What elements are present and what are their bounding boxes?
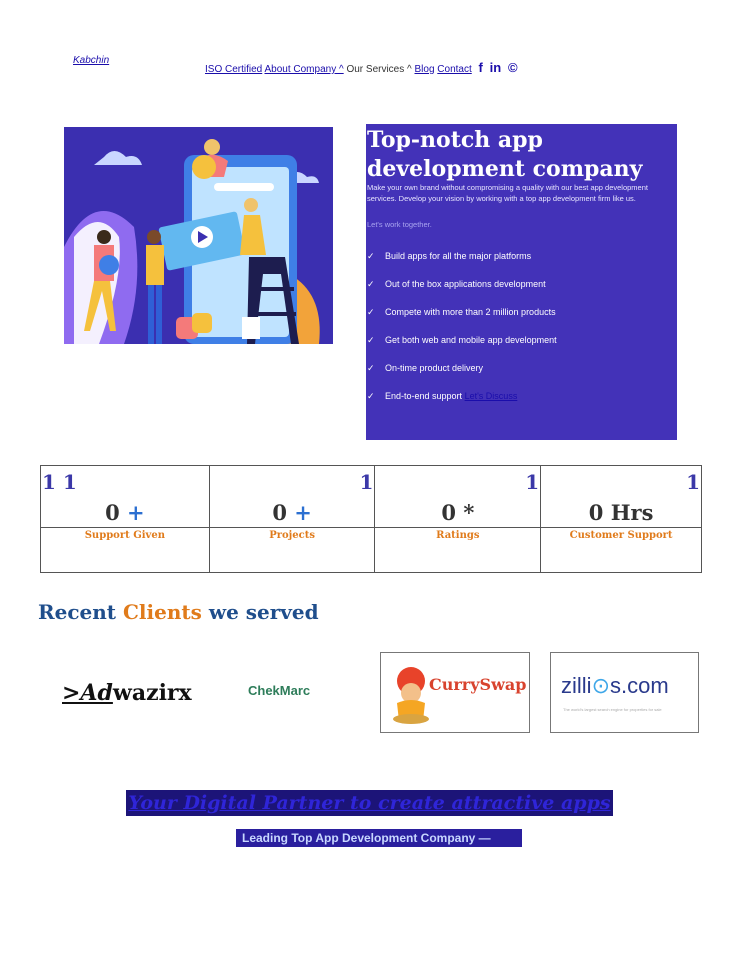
list-item: ✓ Build apps for all the major platforms <box>367 251 532 261</box>
list-item: ✓ End-to-end support Let's Discuss <box>367 391 518 401</box>
nav-blog[interactable]: Blog <box>414 64 435 75</box>
zillios-tagline: The world's largest search engine for properties for sale <box>563 707 662 712</box>
stat-label: Projects <box>269 530 315 541</box>
stat-value: 0 <box>272 500 287 525</box>
stats-table <box>40 465 702 573</box>
nav-iso-certified[interactable]: ISO Certified <box>205 64 263 75</box>
stat-suffix: + <box>127 500 145 525</box>
stat-customer-support <box>541 466 701 527</box>
feature-list <box>367 249 557 417</box>
list-item: ✓ Compete with more than 2 million products <box>367 307 556 317</box>
adwazirx-logo: >Adwazirx <box>62 680 192 706</box>
curryswap-logo <box>380 652 530 733</box>
linkedin-icon[interactable]: in <box>489 60 502 75</box>
nav-our-services[interactable]: Our Services ^ <box>346 64 412 75</box>
stat-corner: 1 <box>359 470 374 494</box>
hero-panel <box>366 124 677 440</box>
stat-corner: 1 <box>686 470 700 494</box>
zillios-logo: zilli⊙s.com The world's largest search engine for properties for sale <box>550 652 699 733</box>
list-item: ✓ On-time product delivery <box>367 363 484 373</box>
nav-contact[interactable]: Contact <box>437 64 472 75</box>
copyright-icon[interactable]: © <box>508 60 518 75</box>
stat-value: 0 <box>441 500 456 525</box>
stat-suffix: + <box>294 500 312 525</box>
stat-corner: 1 1 <box>42 470 77 494</box>
location-pin-icon: ⊙ <box>591 673 610 698</box>
top-nav <box>205 60 518 75</box>
nav-about-company[interactable]: About Company ^ <box>264 64 344 75</box>
check-icon: ✓ <box>367 363 375 373</box>
check-icon: ✓ <box>367 251 375 261</box>
check-icon: ✓ <box>367 307 375 317</box>
digital-partner-banner[interactable]: Your Digital Partner to create attractive apps <box>126 790 613 816</box>
stat-value: 0 <box>588 500 604 525</box>
zillios-text: zilli <box>561 673 592 698</box>
leading-company-banner: Leading Top App Development Company — <box>236 829 522 847</box>
stat-suffix: * <box>463 500 475 525</box>
chekmarc-logo: ChekMarc <box>248 683 311 698</box>
hero-description: Make your own brand without compromising a quality with our best app development services. Develop your vision by working with a top app development firm like us. <box>367 183 648 203</box>
lets-discuss-link[interactable]: Let's Discuss <box>464 391 518 401</box>
list-item: ✓ Get both web and mobile app development <box>367 335 557 345</box>
clients-heading: Recent Clients we served <box>38 600 319 624</box>
stat-value: 0 <box>105 500 120 525</box>
stat-support-given <box>41 466 209 527</box>
hero-illustration <box>64 127 333 344</box>
stat-label: Support Given <box>84 530 166 541</box>
stat-ratings <box>375 466 540 527</box>
stat-label: Ratings <box>436 530 480 541</box>
check-icon: ✓ <box>367 335 375 345</box>
curryswap-text: CurrySwap <box>429 675 527 694</box>
list-item: ✓ Out of the box applications development <box>367 279 546 289</box>
stat-label: Customer Support <box>569 530 673 541</box>
check-icon: ✓ <box>367 279 375 289</box>
stat-projects <box>210 466 375 527</box>
stat-suffix: Hrs <box>610 500 654 525</box>
check-icon: ✓ <box>367 391 375 401</box>
hero-cta-text: Let's work together. <box>367 220 432 229</box>
stat-corner: 1 <box>525 470 540 494</box>
site-logo-link[interactable]: Kabchin <box>73 55 110 66</box>
hero-title: Top-notch app development company <box>367 127 643 182</box>
facebook-icon[interactable]: f <box>478 60 483 75</box>
